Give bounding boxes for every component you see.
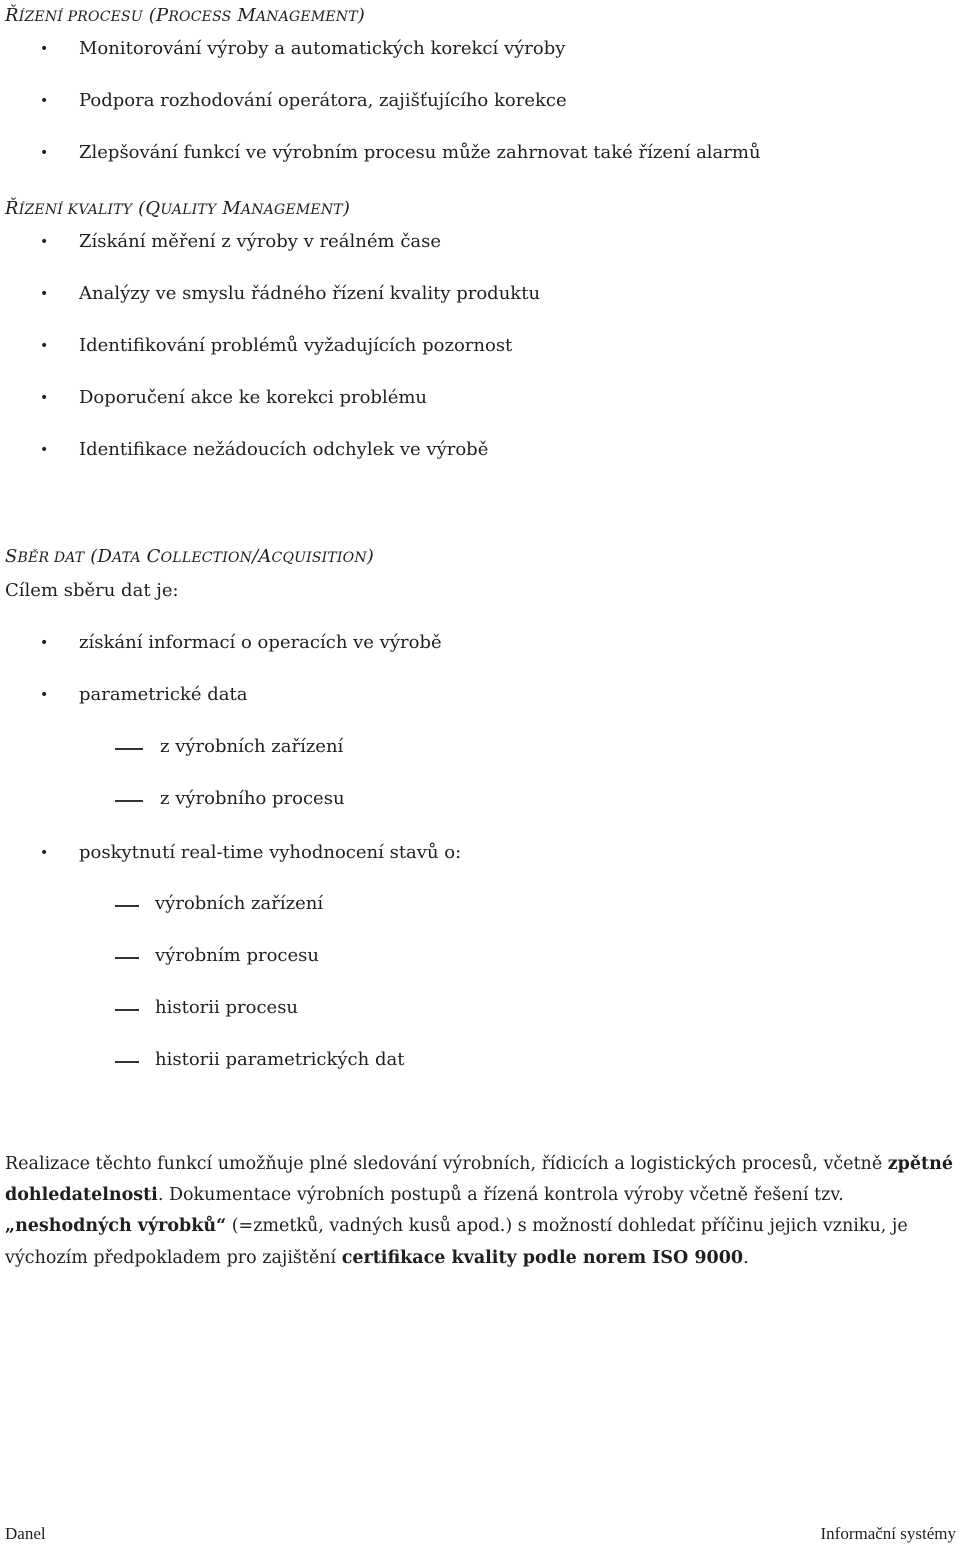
heading-part: (D	[84, 546, 113, 567]
heading-part: M	[231, 5, 256, 26]
heading-part: M	[216, 198, 241, 219]
heading-part: OLLECTION	[160, 550, 253, 566]
paragraph-text: (=zmetků, vadných kusů apod.) s možností dohledat příčinu jejich vzniku, je výchozím předpokladem pro zajištění	[5, 1216, 908, 1268]
list-item: získání informací o operacích ve výrobě	[79, 632, 442, 653]
bullet-icon: •	[40, 687, 49, 703]
closing-paragraph	[5, 1149, 955, 1274]
sub-list-item: z výrobních zařízení	[160, 736, 344, 757]
heading-part: S	[5, 546, 18, 567]
paragraph-bold: certifikace kvality podle norem ISO 9000	[341, 1247, 744, 1268]
heading-part: CQUISITION	[271, 550, 367, 566]
heading-part: ÍZENÍ KVALITY	[18, 202, 133, 218]
heading-part: (P	[142, 5, 169, 26]
paragraph-text: . Dokumentace výrobních postupů a řízená kontrola výroby včetně řešení tzv.	[157, 1185, 844, 1206]
bullet-icon: •	[40, 442, 49, 458]
bullet-icon: •	[40, 93, 49, 109]
bullet-icon: •	[40, 145, 49, 161]
heading-part: ROCESS	[168, 9, 232, 25]
sub-list-item: historii parametrických dat	[155, 1049, 405, 1070]
list-item: Analýzy ve smyslu řádného řízení kvality produktu	[79, 283, 541, 304]
bullet-icon: •	[40, 845, 49, 861]
list-item: parametrické data	[79, 684, 248, 705]
sub-list-item: výrobním procesu	[155, 945, 319, 966]
heading-part: Ř	[5, 5, 19, 26]
heading-part: )	[357, 5, 366, 26]
sub-list-item: historii procesu	[155, 997, 299, 1018]
heading-part: )	[366, 546, 375, 567]
dash-marker	[115, 1061, 139, 1063]
heading-part: UALITY	[160, 202, 217, 218]
dash-marker	[115, 1009, 139, 1011]
bullet-icon: •	[40, 390, 49, 406]
heading-part: ANAGEMENT	[255, 9, 358, 25]
paragraph-text: .	[743, 1247, 749, 1268]
dash-marker	[115, 957, 139, 959]
list-item: poskytnutí real-time vyhodnocení stavů o:	[79, 842, 462, 863]
section-heading-process-management	[5, 5, 365, 26]
heading-part: ÍZENÍ PROCESU	[18, 9, 143, 25]
paragraph-bold: zpětné dohledatelnosti	[5, 1154, 953, 1206]
heading-part: ANAGEMENT	[240, 202, 343, 218]
heading-part: ATA	[112, 550, 141, 566]
section-intro: Cílem sběru dat je:	[5, 580, 179, 601]
section-heading-data-collection	[5, 546, 374, 567]
paragraph-bold: „neshodných výrobků“	[5, 1216, 227, 1237]
dash-marker	[115, 800, 143, 802]
dash-marker	[115, 905, 139, 907]
bullet-icon: •	[40, 635, 49, 651]
footer-author: Danel	[5, 1524, 46, 1543]
list-item: Zlepšování funkcí ve výrobním procesu může zahrnovat také řízení alarmů	[79, 142, 761, 163]
heading-part: Ř	[5, 198, 19, 219]
list-item: Identifikace nežádoucích odchylek ve výrobě	[79, 439, 489, 460]
bullet-icon: •	[40, 41, 49, 57]
list-item: Identifikování problémů vyžadujících pozornost	[79, 335, 513, 356]
heading-part: BĚR DAT	[17, 550, 85, 566]
list-item: Monitorování výroby a automatických korekcí výroby	[79, 38, 566, 59]
bullet-icon: •	[40, 286, 49, 302]
heading-part: (Q	[132, 198, 161, 219]
list-item: Doporučení akce ke korekci problému	[79, 387, 428, 408]
sub-list-item: výrobních zařízení	[155, 893, 324, 914]
list-item: Podpora rozhodování operátora, zajišťujícího korekce	[79, 90, 567, 111]
list-item: Získání měření z výroby v reálném čase	[79, 231, 442, 252]
heading-part: /A	[252, 546, 272, 567]
section-heading-quality-management	[5, 198, 350, 219]
bullet-icon: •	[40, 338, 49, 354]
heading-part: C	[140, 546, 161, 567]
bullet-icon: •	[40, 234, 49, 250]
dash-marker	[115, 748, 143, 750]
sub-list-item: z výrobního procesu	[160, 788, 345, 809]
paragraph-text: Realizace těchto funkcí umožňuje plné sledování výrobních, řídicích a logistických procesů, včetně	[5, 1154, 888, 1174]
heading-part: )	[342, 198, 351, 219]
footer-title: Informační systémy	[820, 1524, 956, 1543]
